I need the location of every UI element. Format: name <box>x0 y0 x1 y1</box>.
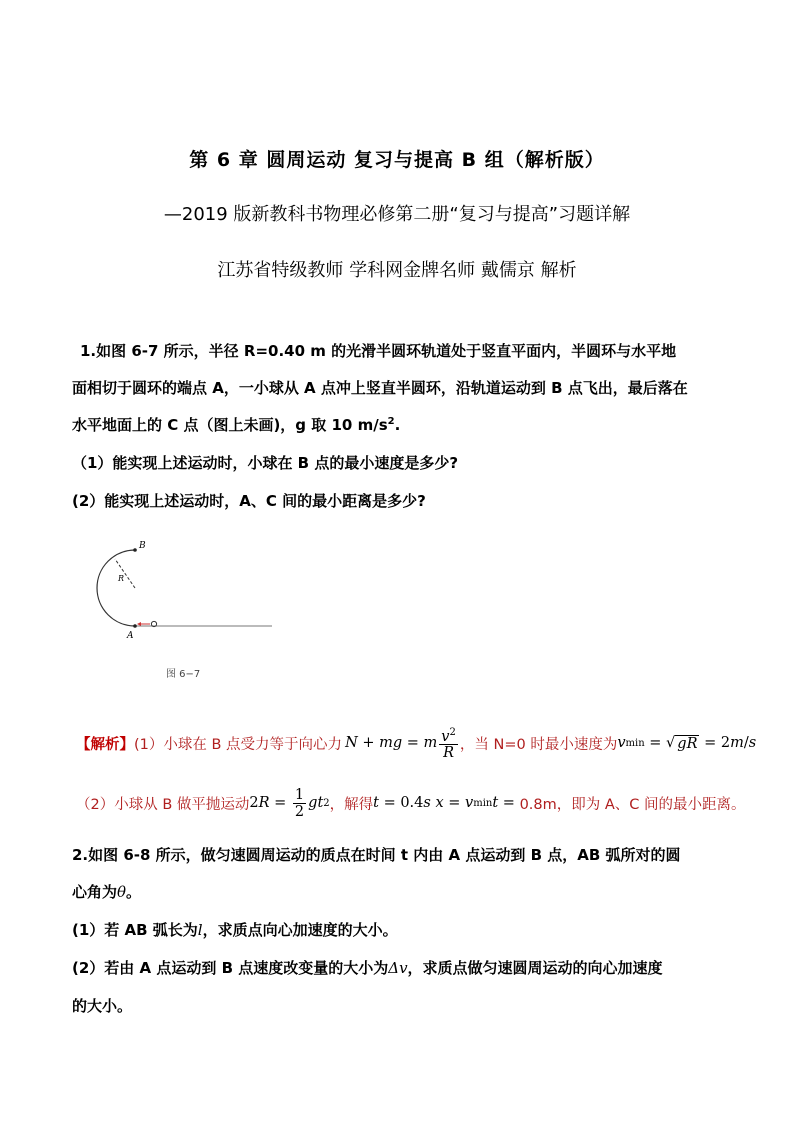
document-title: 第 6 章 圆周运动 复习与提高 B 组（解析版） <box>189 149 605 171</box>
label-b: B <box>139 541 146 551</box>
q2-line-1: 2.如图 6-8 所示，做匀速圆周运动的质点在时间 t 内由 A 点运动到 B 点，AB 弧所对的圆 <box>72 846 681 864</box>
figure-6-7 <box>80 535 280 685</box>
semicircle-track <box>97 550 135 626</box>
point-a-dot <box>133 624 137 628</box>
solution-1-part-1: 【解析】 (1）小球在 B 点受力等于向心力 N + mg = m $\frac{v^2}{R}$ ，当 N=0 时最小速度为 v min = √ gR = 2 m / s <box>76 726 757 762</box>
point-b-dot <box>133 548 137 552</box>
q2-part-2-cont: 的大小。 <box>72 997 133 1015</box>
solution-1-part-2: （2）小球从 B 做平抛运动 2 R = $\frac{1}{2}$ gt 2 ，解得 t = 0.4 s x = v min t = 0.8m，即为 A、C 间的最小距离。 <box>76 786 746 820</box>
q2-part-2: (2）若由 A 点运动到 B 点速度改变量的大小为Δv，求质点做匀速圆周运动的向心加速度 <box>72 959 663 977</box>
label-r: R <box>118 574 125 583</box>
q1-line-3: 水平地面上的 C 点（图上未画)，g 取 10 $m/s^2$. <box>72 416 401 434</box>
q2-part-1: (1）若 AB 弧长为l，求质点向心加速度的大小。 <box>72 921 398 939</box>
figure-caption: 图 6−7 <box>166 669 201 680</box>
arrowhead-icon <box>137 622 141 626</box>
label-a: A <box>127 631 134 641</box>
document-author: 江苏省特级教师 学科网金牌名师 戴儒京 解析 <box>217 260 577 281</box>
q1-part-2: (2）能实现上述运动时，A、C 间的最小距离是多少? <box>72 492 426 510</box>
q2-line-2: 心角为θ。 <box>72 883 142 901</box>
document-subtitle: —2019 版新教科书物理必修第二册“复习与提高”习题详解 <box>163 204 631 225</box>
q1-line-2: 面相切于圆环的端点 A，一小球从 A 点冲上竖直半圆环，沿轨道运动到 B 点飞出，最后落在 <box>72 379 688 397</box>
q1-part-1: （1）能实现上述运动时，小球在 B 点的最小速度是多少? <box>72 454 459 472</box>
q1-line-1: 1.如图 6-7 所示，半径 R=0.40 m 的光滑半圆环轨道处于竖直平面内，半圆环与水平地 <box>80 342 677 360</box>
